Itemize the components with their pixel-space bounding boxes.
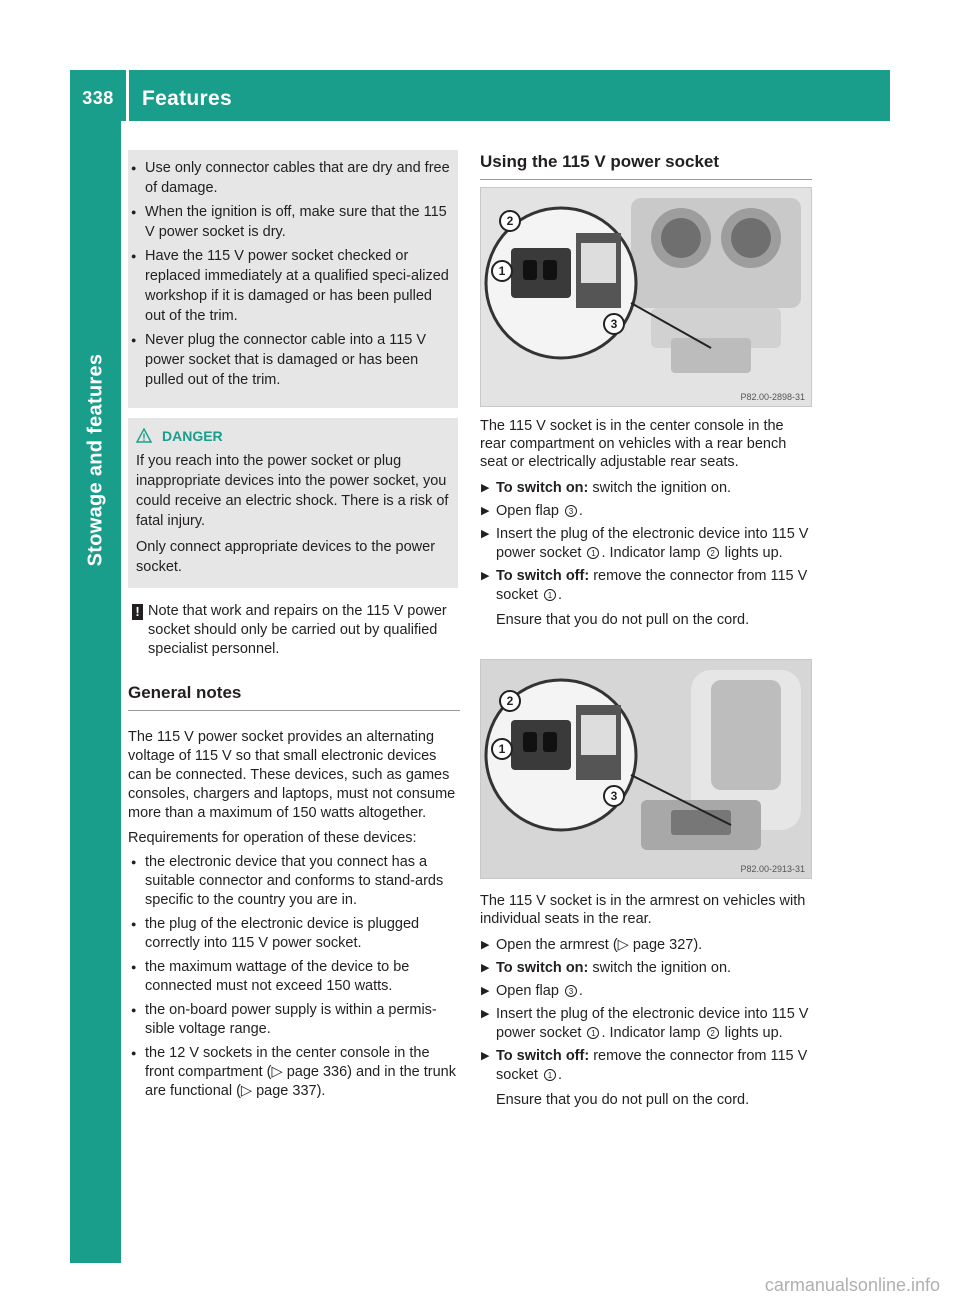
requirements-intro: Requirements for operation of these devices: [128, 830, 417, 846]
danger-text-2: Only connect appropriate devices to the power socket. [136, 539, 436, 575]
callout-1: 1 [491, 738, 513, 760]
general-notes-paragraph: The 115 V power socket provides an alternating voltage of 115 V so that small electronic devices can be connected. These devices, such as games consoles, chargers and laptops, must not consume more than a maximum of 150 watts altogether. [128, 729, 456, 821]
callout-ref: 1 [544, 589, 556, 601]
step: ▶ Open flap 3 . [480, 982, 812, 1001]
step: ▶ Open flap 3 . [480, 502, 812, 521]
step-note: Ensure that you do not pull on the cord. [496, 1092, 750, 1108]
callout-3: 3 [603, 785, 625, 807]
steps-list-2 [480, 936, 812, 1110]
callout-ref: 1 [587, 1027, 599, 1039]
callout-ref: 3 [565, 505, 577, 517]
danger-label: DANGER [162, 428, 223, 444]
callout-1: 1 [491, 260, 513, 282]
callout-ref: 1 [544, 1069, 556, 1081]
callout-ref: 2 [707, 547, 719, 559]
steps-list-1 [480, 479, 812, 630]
requirement-item: ● the plug of the electronic device is plugged correctly into 115 V power socket. [128, 915, 460, 953]
step: ▶ To switch off: remove the connector from 115 V socket 1 . Ensure that you do not pull on the cord. [480, 1047, 812, 1110]
notice-icon: ! [132, 604, 143, 620]
warning-item: ● When the ignition is off, make sure that the 115 V power socket is dry. [128, 202, 450, 242]
step: ▶ To switch on: switch the ignition on. [480, 959, 812, 978]
requirements-list [128, 853, 460, 1101]
page-number: 338 [82, 88, 114, 108]
warning-list [128, 158, 450, 390]
step: ▶ Insert the plug of the electronic device into 115 V power socket 1 . Indicator lamp 2 lights up. [480, 1005, 812, 1043]
danger-content [136, 428, 452, 577]
step: ▶ To switch off: remove the connector from 115 V socket 1 . Ensure that you do not pull on the cord. [480, 567, 812, 630]
instructions-2 [480, 892, 812, 1114]
requirement-item: ● the electronic device that you connect has a suitable connector and conforms to stand-ards specific to the country you are in. [128, 853, 460, 910]
step: ▶ Insert the plug of the electronic device into 115 V power socket 1 . Indicator lamp 2 lights up. [480, 525, 812, 563]
photo-illustration [481, 660, 812, 879]
side-tab [70, 121, 121, 1263]
side-tab-label-wrap [70, 310, 121, 610]
step: ▶ To switch on: switch the ignition on. [480, 479, 812, 498]
photo-illustration [481, 188, 812, 407]
requirement-item: ● the 12 V sockets in the center console in the front compartment (▷ page 336) and in the trunk are functional (▷ page 337). [128, 1044, 460, 1101]
location-text-1: The 115 V socket is in the center console in the rear compartment on vehicles with a rear bench seat or electrically adjustable rear seats. [480, 418, 787, 470]
step: ▶ Open the armrest (▷ page 327). [480, 936, 812, 955]
danger-heading [136, 428, 452, 444]
power-socket-heading: Using the 115 V power socket [480, 152, 812, 180]
callout-3: 3 [603, 313, 625, 335]
step-note: Ensure that you do not pull on the cord. [496, 612, 750, 628]
location-text-2: The 115 V socket is in the armrest on vehicles with individual seats in the rear. [480, 893, 806, 927]
requirement-item: ● the maximum wattage of the device to be connected must not exceed 150 watts. [128, 958, 460, 996]
instructions-1 [480, 417, 812, 634]
photo-code: P82.00-2913-31 [740, 864, 805, 874]
warning-item: ● Never plug the connector cable into a 115 V power socket that is damaged or has been pulled out of the trim. [128, 330, 450, 390]
general-notes-section [128, 683, 460, 1101]
header-divider [126, 70, 129, 121]
callout-2: 2 [499, 690, 521, 712]
socket-photo-1 [480, 187, 812, 407]
danger-text: If you reach into the power socket or plug inappropriate devices into the power socket, you could receive an electric shock. There is a risk of fatal injury. [136, 453, 449, 529]
warning-item: ● Have the 115 V power socket checked or replaced immediately at a qualified speci-alized workshop if it is damaged or has been pulled out of the trim. [128, 246, 450, 326]
site-watermark: carmanualsonline.info [764, 1275, 940, 1295]
photo-code: P82.00-2898-31 [740, 392, 805, 402]
side-tab-label: Stowage and features [84, 353, 106, 567]
socket-photo-2 [480, 659, 812, 879]
note-block [132, 602, 454, 659]
requirement-item: ● the on-board power supply is within a permis-sible voltage range. [128, 1001, 460, 1039]
callout-ref: 2 [707, 1027, 719, 1039]
note-text: Note that work and repairs on the 115 V power socket should only be carried out by qualified specialist personnel. [148, 603, 447, 657]
page-title: Features [142, 87, 232, 110]
warning-item: ● Use only connector cables that are dry and free of damage. [128, 158, 450, 198]
power-socket-section [480, 152, 812, 180]
callout-2: 2 [499, 210, 521, 232]
warning-triangle-icon [136, 428, 152, 444]
callout-ref: 3 [565, 985, 577, 997]
general-notes-heading: General notes [128, 683, 460, 711]
callout-ref: 1 [587, 547, 599, 559]
